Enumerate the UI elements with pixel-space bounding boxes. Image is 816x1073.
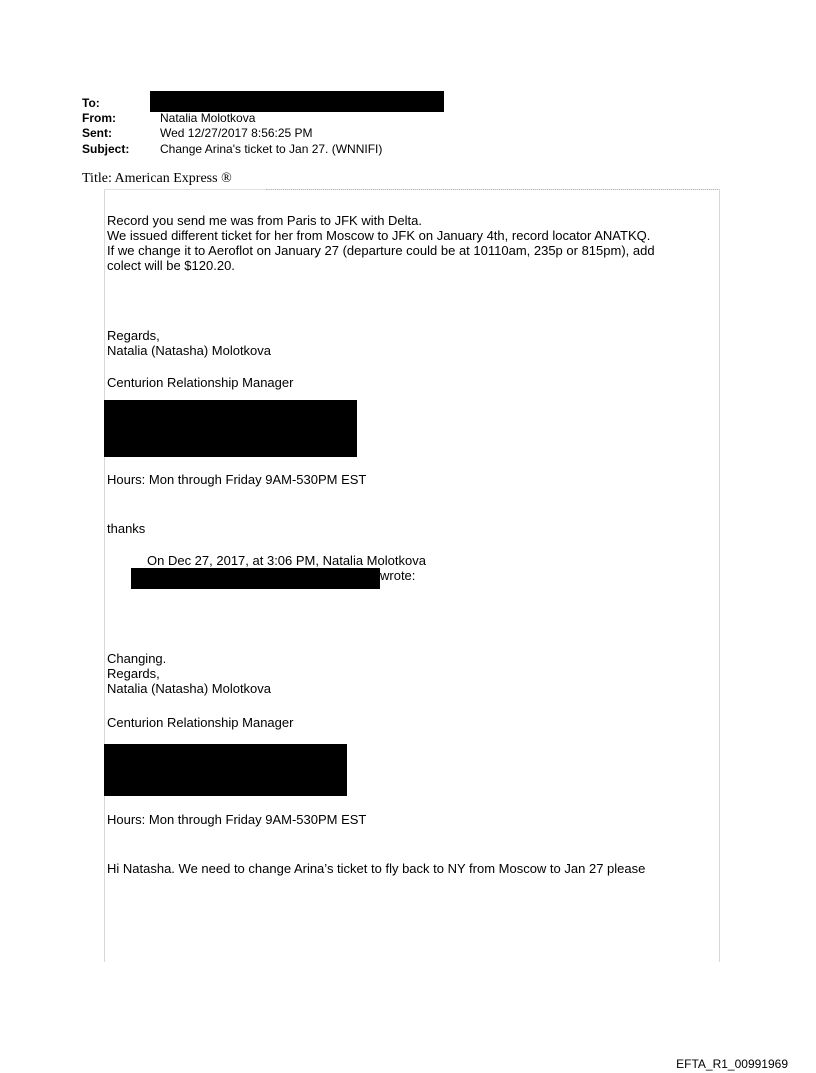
redacted-contact-block-1	[104, 400, 357, 457]
sent-value: Wed 12/27/2017 8:56:25 PM	[160, 126, 313, 140]
signature-1	[107, 328, 271, 358]
to-label: To:	[82, 96, 100, 110]
hours-text: Hours: Mon through Friday 9AM-530PM EST	[107, 472, 367, 487]
signature-name: Natalia (Natasha) Molotkova	[107, 681, 272, 696]
title-line: Title: American Express ®	[82, 171, 232, 186]
sent-label: Sent:	[82, 126, 112, 140]
message-paragraph-1	[107, 213, 655, 273]
paragraph-line: If we change it to Aeroflot on January 27 (departure could be at 10110am, 235p or 815pm), add	[107, 243, 655, 258]
signature-name: Natalia (Natasha) Molotkova	[107, 343, 272, 358]
redacted-contact-block-2	[104, 744, 347, 796]
subject-value: Change Arina's ticket to Jan 27. (WNNIFI)	[160, 142, 383, 156]
from-value: Natalia Molotkova	[160, 111, 256, 125]
paragraph-line: colect will be $120.20.	[107, 258, 235, 273]
quote-wrote: wrote:	[380, 568, 416, 583]
changing-text: Changing.	[107, 651, 167, 666]
regards-text: Regards,	[107, 666, 160, 681]
document-id: EFTA_R1_00991969	[676, 1057, 788, 1071]
hours-text: Hours: Mon through Friday 9AM-530PM EST	[107, 812, 367, 827]
redacted-to-address	[150, 91, 444, 112]
paragraph-line: We issued different ticket for her from Moscow to JFK on January 4th, record locator ANATKQ.	[107, 228, 651, 243]
subject-label: Subject:	[82, 142, 130, 156]
redacted-email-address	[131, 568, 380, 589]
signature-2	[107, 651, 271, 696]
thanks-text: thanks	[107, 521, 146, 536]
signature-role: Centurion Relationship Manager	[107, 715, 294, 730]
quote-header: On Dec 27, 2017, at 3:06 PM, Natalia Molotkova	[147, 553, 426, 568]
regards-text: Regards,	[107, 328, 160, 343]
message-frame-top-rule	[266, 189, 718, 190]
from-label: From:	[82, 111, 116, 125]
request-text: Hi Natasha. We need to change Arina’s ticket to fly back to NY from Moscow to Jan 27 please	[107, 861, 646, 876]
paragraph-line: Record you send me was from Paris to JFK with Delta.	[107, 213, 423, 228]
signature-role: Centurion Relationship Manager	[107, 375, 294, 390]
